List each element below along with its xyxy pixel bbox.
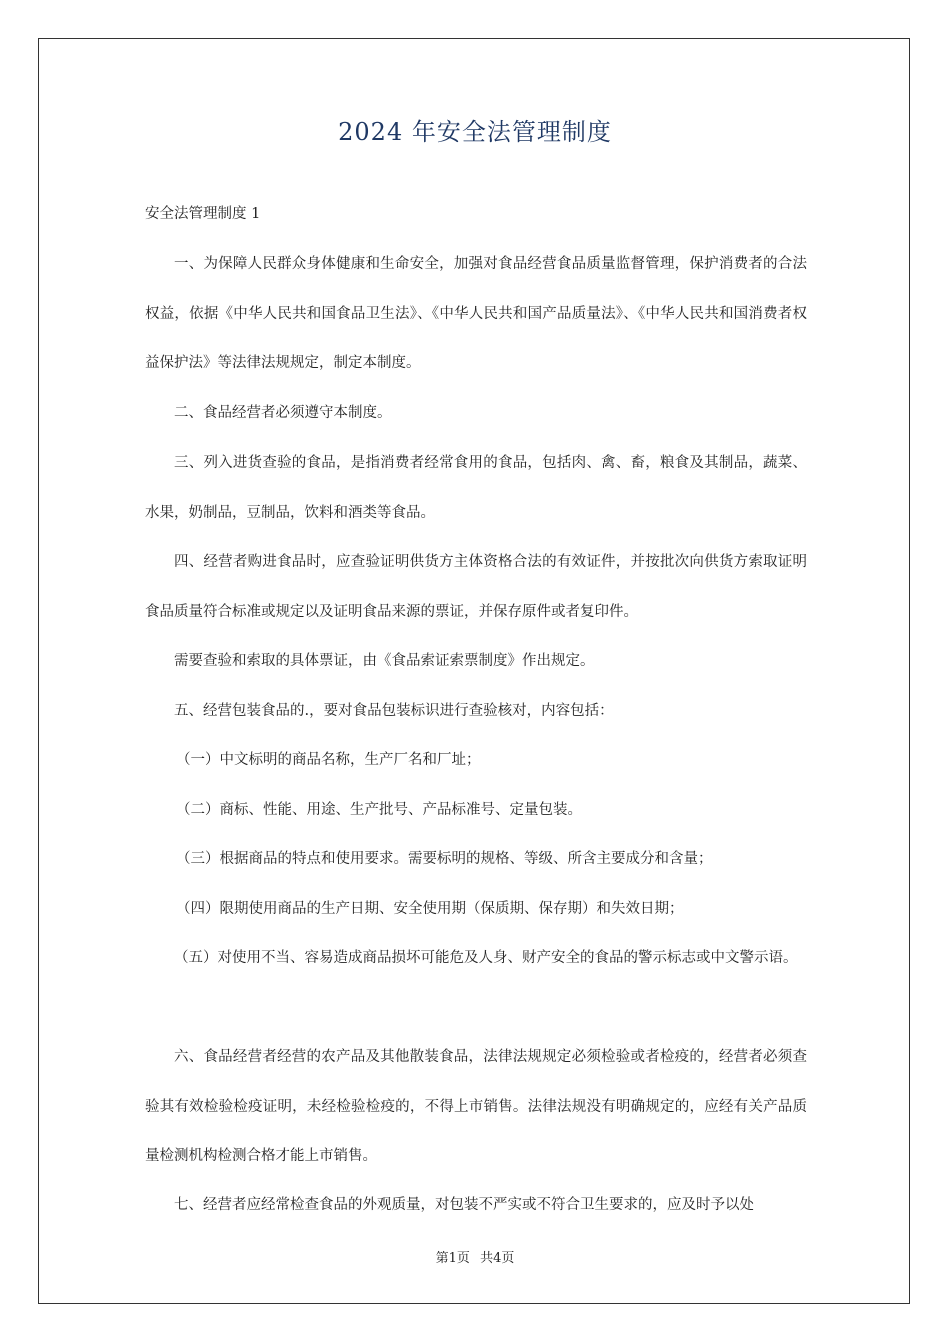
- paragraph-5: 需要查验和索取的具体票证，由《食品索证索票制度》作出规定。: [174, 653, 595, 669]
- list-item-2: （二）商标、性能、用途、生产批号、产品标准号、定量包装。: [176, 802, 582, 818]
- list-item-3: （三）根据商品的特点和使用要求。需要标明的规格、等级、所含主要成分和含量；: [176, 851, 713, 867]
- page-number: 第1页: [435, 1251, 470, 1266]
- paragraph-2: 二、食品经营者必须遵守本制度。: [174, 405, 392, 421]
- paragraph-7: 六、食品经营者经营的农产品及其他散装食品，法律法规规定必须检验或者检疫的，经营者必须查验其有效检验检疫证明，未经检验检疫的，不得上市销售。法律法规没有明确规定的，应经有关产品质量检测机构检测合格才能上市销售。: [145, 1049, 807, 1164]
- paragraph-8: 七、经营者应经常检查食品的外观质量，对包装不严实或不符合卫生要求的，应及时予以处: [174, 1197, 754, 1213]
- paragraph-3: 三、列入进货查验的食品，是指消费者经常食用的食品，包括肉、禽、畜，粮食及其制品，蔬菜、水果，奶制品，豆制品，饮料和酒类等食品。: [145, 455, 807, 521]
- paragraph-1: 一、为保障人民群众身体健康和生命安全，加强对食品经营食品质量监督管理，保护消费者的合法权益，依据《中华人民共和国食品卫生法》、《中华人民共和国产品质量法》、《中华人民共和国消费者权益保护法》等法律法规规定，制定本制度。: [145, 256, 807, 371]
- list-item-4: （四）限期使用商品的生产日期、安全使用期（保质期、保存期）和失效日期；: [176, 901, 684, 917]
- page-total: 共4页: [480, 1251, 515, 1266]
- section-heading: 安全法管理制度 1: [145, 206, 261, 222]
- paragraph-6: 五、经营包装食品的.，要对食品包装标识进行查验核对，内容包括：: [174, 703, 614, 719]
- list-item-5: （五）对使用不当、容易造成商品损坏可能危及人身、财产安全的食品的警示标志或中文警示语。: [174, 950, 798, 966]
- list-item-1: （一）中文标明的商品名称，生产厂名和厂址；: [176, 752, 481, 768]
- page-footer: [0, 1247, 950, 1266]
- paragraph-4: 四、经营者购进食品时，应查验证明供货方主体资格合法的有效证件，并按批次向供货方索取证明食品质量符合标准或规定以及证明食品来源的票证，并保存原件或者复印件。: [145, 554, 807, 620]
- document-title: 2024 年安全法管理制度: [338, 118, 612, 146]
